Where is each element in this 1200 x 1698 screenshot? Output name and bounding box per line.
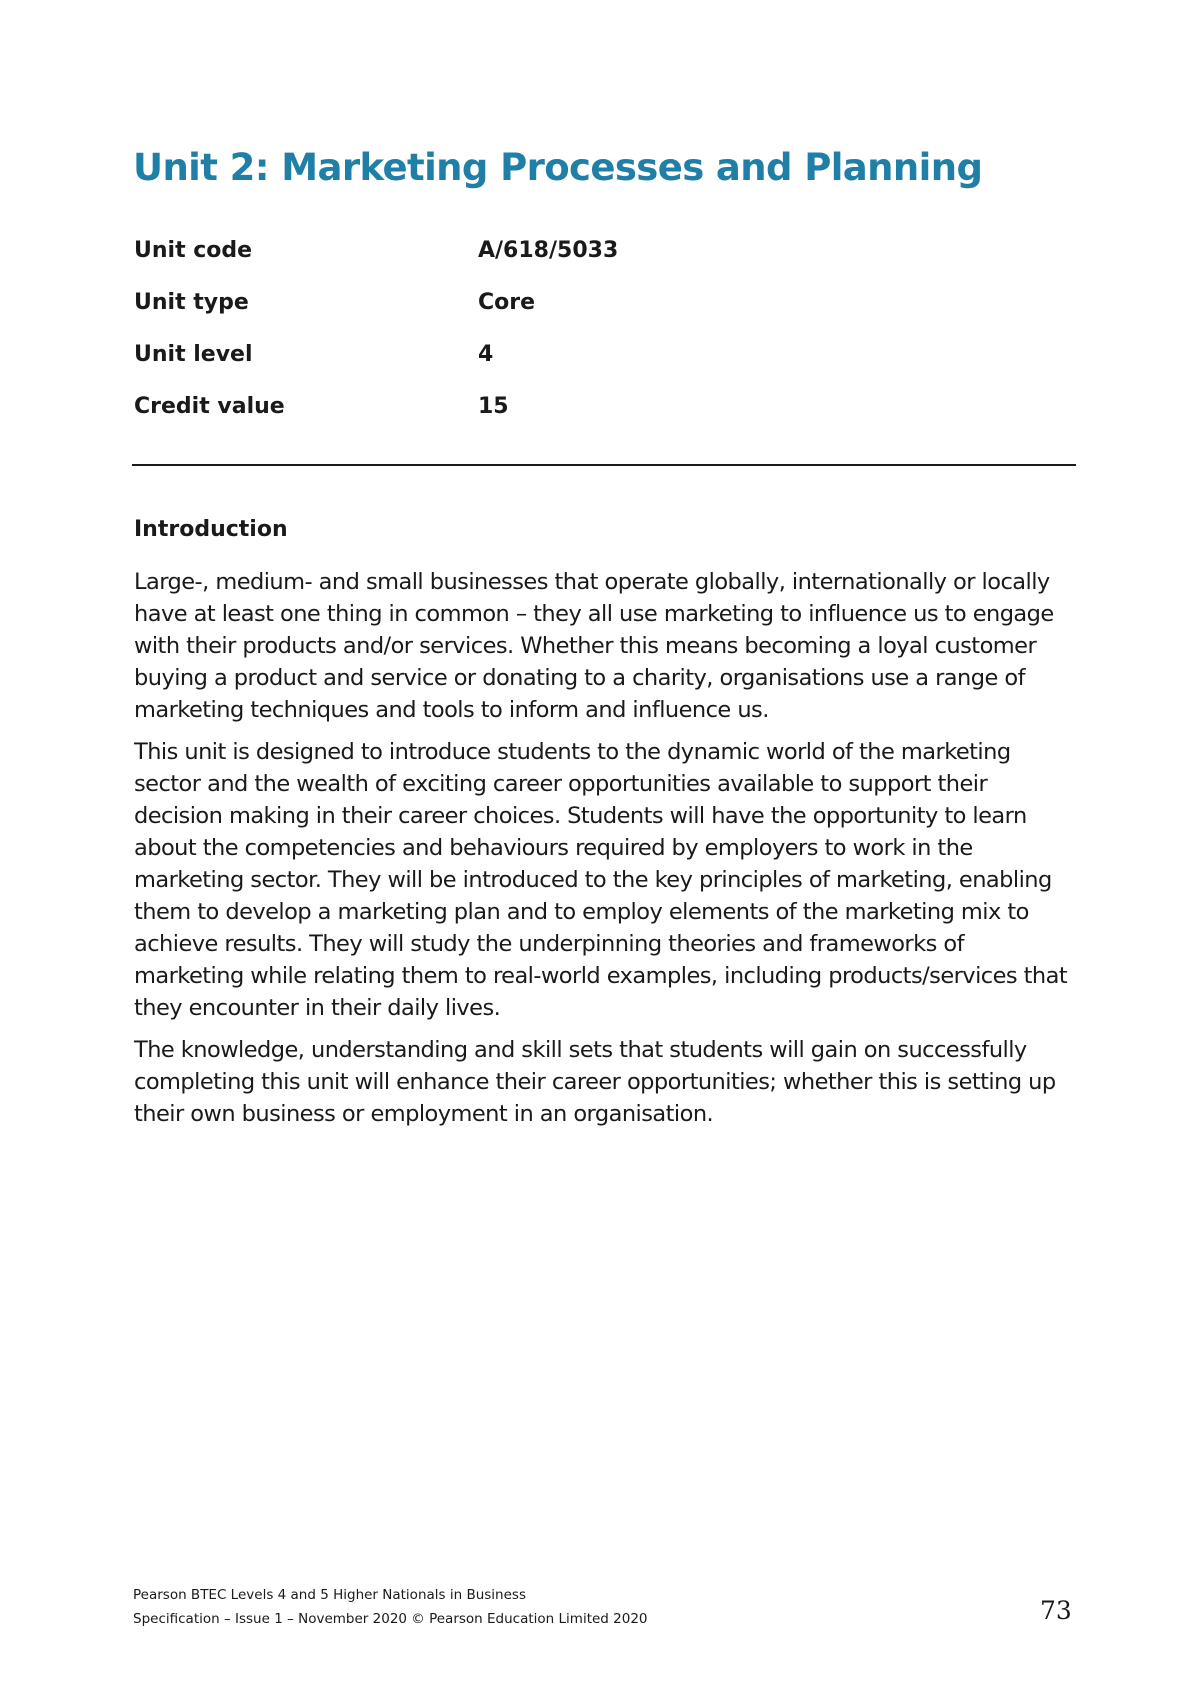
unit-type-label: Unit type — [134, 290, 249, 315]
unit-info-row — [134, 342, 1074, 394]
introduction-body — [134, 566, 1074, 1140]
intro-paragraph-3: The knowledge, understanding and skill sets that students will gain on successfully completing this unit will enhance their career opportunities; whether this is setting up their own business or employment in an organisation. — [134, 1037, 1056, 1127]
intro-paragraph-1: Large-, medium- and small businesses that operate globally, internationally or locally have at least one thing in common – they all use marketing to influence us to engage with their products and/or services. Whether this means becoming a loyal customer buying a product and service or donating to a charity, organisations use a range of marketing techniques and tools to inform and influence us. — [134, 569, 1054, 723]
unit-code-label: Unit code — [134, 238, 253, 263]
footer-line-1: Pearson BTEC Levels 4 and 5 Higher Nationals in Business — [133, 1587, 526, 1603]
credit-value-value: 15 — [478, 394, 509, 419]
page-number: 73 — [1040, 1596, 1072, 1625]
unit-info-row — [134, 238, 1074, 290]
unit-code-value: A/618/5033 — [478, 238, 619, 263]
page-title: Unit 2: Marketing Processes and Planning — [133, 146, 983, 189]
credit-value-label: Credit value — [134, 394, 285, 419]
page-footer — [133, 1583, 648, 1631]
footer-line-2: Specification – Issue 1 – November 2020 © Pearson Education Limited 2020 — [133, 1611, 648, 1627]
unit-info-row — [134, 290, 1074, 342]
section-divider — [132, 464, 1076, 466]
intro-paragraph-2: This unit is designed to introduce students to the dynamic world of the marketing sector and the wealth of exciting career opportunities available to support their decision making in their career choices. Students will have the opportunity to learn about the competencies and behaviours required by employers to work in the marketing sector. They will be introduced to the key principles of marketing, enabling them to develop a marketing plan and to employ elements of the marketing mix to achieve results. They will study the underpinning theories and frameworks of marketing while relating them to real-world examples, including products/services that they encounter in their daily lives. — [134, 739, 1068, 1021]
introduction-heading: Introduction — [134, 517, 288, 542]
unit-info-table — [134, 238, 1074, 446]
unit-level-label: Unit level — [134, 342, 253, 367]
unit-type-value: Core — [478, 290, 536, 315]
unit-info-row — [134, 394, 1074, 446]
unit-level-value: 4 — [478, 342, 494, 367]
